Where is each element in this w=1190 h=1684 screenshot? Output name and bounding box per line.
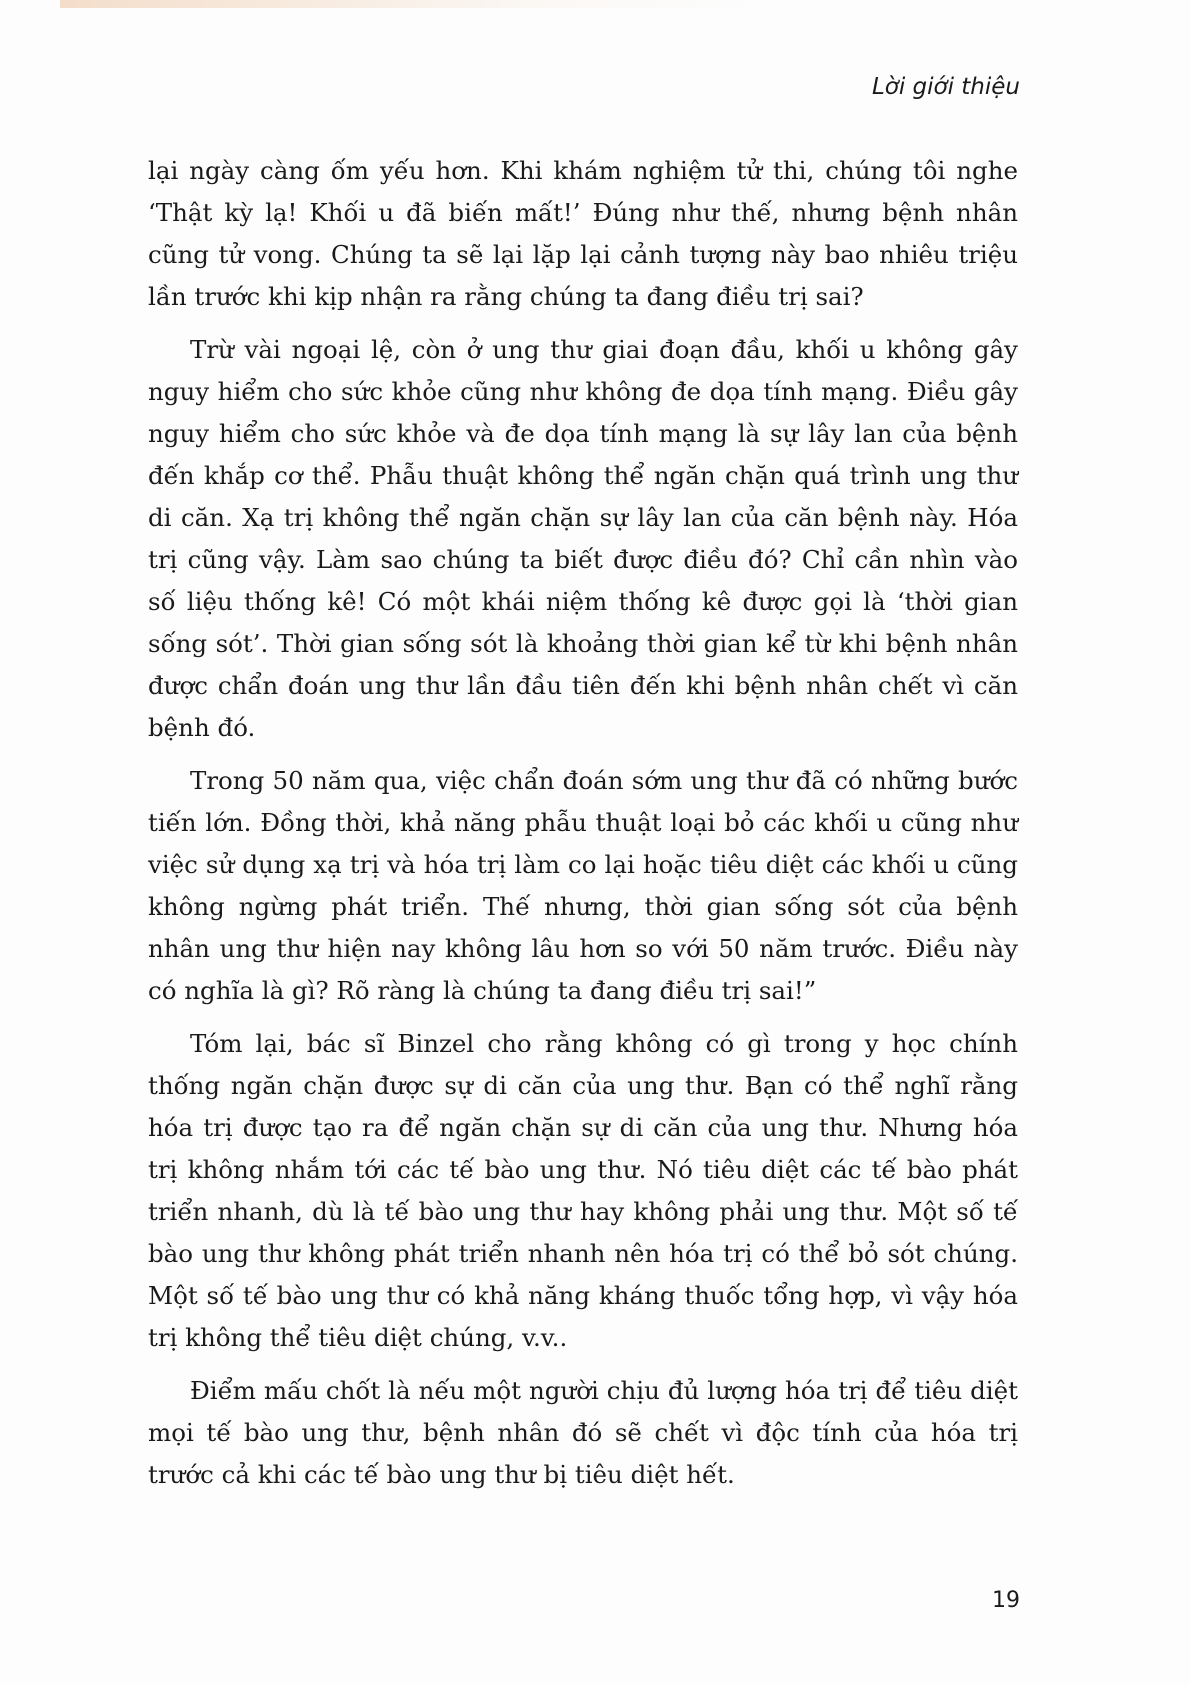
body-text [148,150,1018,1507]
paragraph: Điểm mấu chốt là nếu một người chịu đủ lượng hóa trị để tiêu diệt mọi tế bào ung thư, bệnh nhân đó sẽ chết vì độc tính của hóa trị trước cả khi các tế bào ung thư bị tiêu diệt hết. [148,1376,1018,1489]
paragraph-continued: lại ngày càng ốm yếu hơn. Khi khám nghiệm tử thi, chúng tôi nghe ‘Thật kỳ lạ! Khối u đã biến mất!’ Đúng như thế, nhưng bệnh nhân cũng tử vong. Chúng ta sẽ lại lặp lại cảnh tượng này bao nhiêu triệu lần trước khi kịp nhận ra rằng chúng ta đang điều trị sai? [148,156,1018,311]
paragraph: Trong 50 năm qua, việc chẩn đoán sớm ung thư đã có những bước tiến lớn. Đồng thời, khả năng phẫu thuật loại bỏ các khối u cũng như việc sử dụng xạ trị và hóa trị làm co lại hoặc tiêu diệt các khối u cũng không ngừng phát triển. Thế nhưng, thời gian sống sót của bệnh nhân ung thư hiện nay không lâu hơn so với 50 năm trước. Điều này có nghĩa là gì? Rõ ràng là chúng ta đang điều trị sai!” [148,766,1018,1005]
page-edge-shadow [60,0,760,8]
running-header: Lời giới thiệu [871,74,1020,100]
page-number: 19 [992,1588,1020,1613]
paragraph: Trừ vài ngoại lệ, còn ở ung thư giai đoạn đầu, khối u không gây nguy hiểm cho sức khỏe cũng như không đe dọa tính mạng. Điều gây nguy hiểm cho sức khỏe và đe dọa tính mạng là sự lây lan của bệnh đến khắp cơ thể. Phẫu thuật không thể ngăn chặn quá trình ung thư di căn. Xạ trị không thể ngăn chặn sự lây lan của căn bệnh này. Hóa trị cũng vậy. Làm sao chúng ta biết được điều đó? Chỉ cần nhìn vào số liệu thống kê! Có một khái niệm thống kê được gọi là ‘thời gian sống sót’. Thời gian sống sót là khoảng thời gian kể từ khi bệnh nhân được chẩn đoán ung thư lần đầu tiên đến khi bệnh nhân chết vì căn bệnh đó. [148,335,1018,742]
paragraph: Tóm lại, bác sĩ Binzel cho rằng không có gì trong y học chính thống ngăn chặn được sự di căn của ung thư. Bạn có thể nghĩ rằng hóa trị được tạo ra để ngăn chặn sự di căn của ung thư. Nhưng hóa trị không nhắm tới các tế bào ung thư. Nó tiêu diệt các tế bào phát triển nhanh, dù là tế bào ung thư hay không phải ung thư. Một số tế bào ung thư không phát triển nhanh nên hóa trị có thể bỏ sót chúng. Một số tế bào ung thư có khả năng kháng thuốc tổng hợp, vì vậy hóa trị không thể tiêu diệt chúng, v.v.. [148,1029,1018,1352]
